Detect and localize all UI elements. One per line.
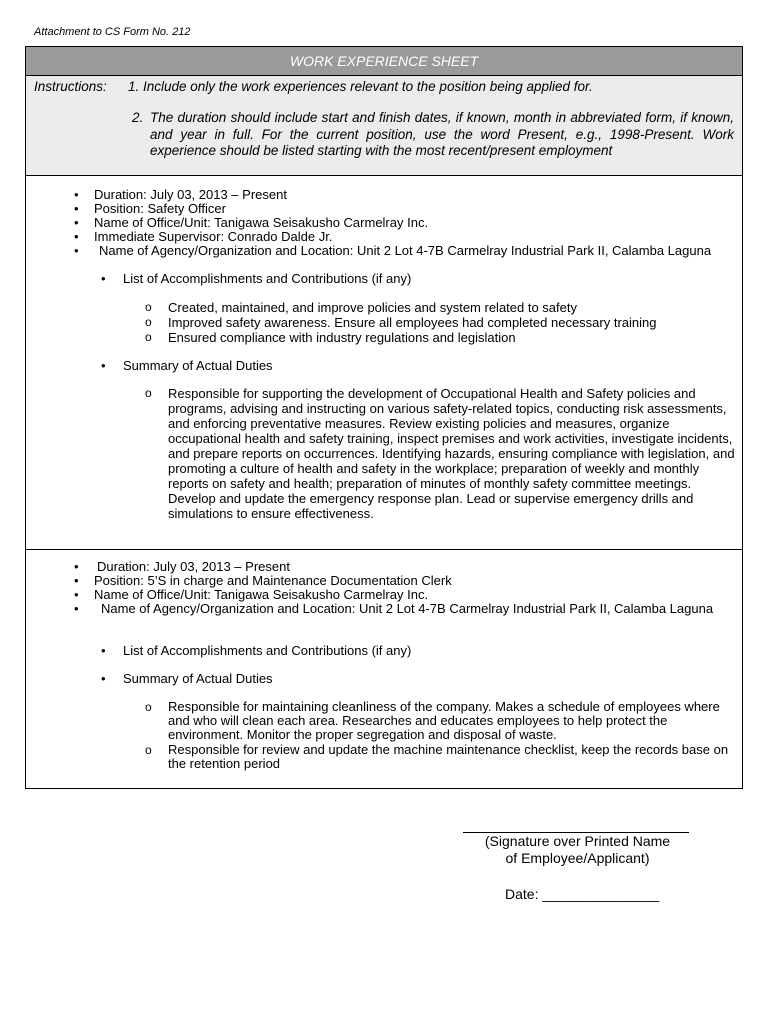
bullet-circle-icon: o: [145, 743, 152, 757]
accomplishment-text: Created, maintained, and improve policies and system related to safety: [168, 300, 577, 315]
duties-heading-text: Summary of Actual Duties: [123, 358, 273, 373]
bullet-circle-icon: o: [145, 700, 152, 714]
accomplishments-heading-text: List of Accomplishments and Contributions (if any): [123, 643, 412, 658]
bullet-disc-icon: •: [74, 601, 79, 616]
instructions-label: Instructions:: [34, 79, 107, 94]
bullet-disc-icon: •: [101, 271, 106, 286]
instructions-section: [26, 76, 742, 176]
accomplishments-heading-text: List of Accomplishments and Contributions (if any): [123, 271, 412, 286]
entry-duration: [74, 560, 736, 574]
duty-item: [145, 743, 735, 771]
entry-office-text: Name of Office/Unit: Tanigawa Seisakusho Carmelray Inc.: [94, 215, 429, 230]
entry-position: [74, 574, 736, 588]
entry-office-text: Name of Office/Unit: Tanigawa Seisakusho Carmelray Inc.: [94, 587, 429, 602]
bullet-disc-icon: •: [74, 187, 79, 202]
bullet-circle-icon: o: [145, 315, 152, 329]
accomplishment-item: [145, 300, 735, 315]
instruction-item-2: [132, 110, 734, 160]
signature-caption-line-1: (Signature over Printed Name: [484, 833, 671, 849]
entry-supervisor-text: Immediate Supervisor: Conrado Dalde Jr.: [94, 229, 333, 244]
duty-text: Responsible for maintaining cleanliness of the company. Makes a schedule of employees where and who will clean each area. Researches and educates employees to help protect the environment. Monitor the proper segregation and disposal of waste.: [168, 699, 720, 742]
bullet-disc-icon: •: [101, 358, 106, 373]
duty-item: [145, 700, 735, 742]
duty-text: Responsible for supporting the development of Occupational Health and Safety policies and programs, advising and instructing on various safety-related topics, conducting risk assessments, and enforcing preventative measures. Review existing policies and measures, organize occupational health and safety training, inspect premises and work activities, investigate incidents, and prepare reports on occurrences. Identifying hazards, ensuring compliance with legislation, and promoting a culture of health and safety in the workplace; preparation of weekly and monthly reports on safety and health; preparation of minutes of monthly safety committee meetings. Develop and update the emergency response plan. Lead or supervise emergency drills and simulations to ensure effectiveness.: [168, 386, 735, 521]
entry-position-text: Position: 5’S in charge and Maintenance Documentation Clerk: [94, 573, 452, 588]
duties-heading: [101, 672, 701, 686]
bullet-circle-icon: o: [145, 330, 152, 344]
entry-supervisor: [74, 230, 736, 244]
work-entry-2: [26, 550, 742, 790]
instruction-item-2-text: The duration should include start and finish dates, if known, month in abbreviated form, if known, and year in full. For the current position, use the word Present, e.g., 1998-Present. Work experience should be listed starting with the most recent/present employment: [150, 110, 734, 158]
entry-agency-text: Name of Agency/Organization and Location: Unit 2 Lot 4-7B Carmelray Industrial Park II, Calamba Laguna: [101, 601, 714, 616]
entry-position-text: Position: Safety Officer: [94, 201, 226, 216]
duty-text: Responsible for review and update the machine maintenance checklist, keep the records base on the retention period: [168, 742, 729, 771]
bullet-disc-icon: •: [74, 229, 79, 244]
bullet-disc-icon: •: [74, 573, 79, 588]
entry-duration-text: Duration: July 03, 2013 – Present: [94, 187, 287, 202]
accomplishment-item: [145, 330, 735, 345]
accomplishment-text: Improved safety awareness. Ensure all employees had completed necessary training: [168, 315, 657, 330]
accomplishments-heading: [101, 272, 701, 286]
bullet-disc-icon: •: [74, 201, 79, 216]
work-experience-sheet: [25, 46, 743, 789]
entry-duration-text: Duration: July 03, 2013 – Present: [97, 559, 290, 574]
duty-item: [145, 386, 735, 521]
entry-duration: [74, 188, 736, 202]
entry-agency-text: Name of Agency/Organization and Location: Unit 2 Lot 4-7B Carmelray Industrial Park II, Calamba Laguna: [99, 243, 712, 258]
accomplishments-heading: [101, 644, 701, 658]
bullet-circle-icon: o: [145, 300, 152, 314]
instruction-item-2-number: 2.: [132, 110, 144, 125]
entry-office: [74, 588, 736, 602]
bullet-disc-icon: •: [74, 559, 79, 574]
bullet-disc-icon: •: [101, 643, 106, 658]
duties-heading: [101, 359, 701, 373]
bullet-disc-icon: •: [74, 587, 79, 602]
entry-position: [74, 202, 736, 216]
instruction-item-1: 1. Include only the work experiences relevant to the position being applied for.: [128, 79, 593, 94]
entry-agency: [74, 602, 736, 616]
bullet-circle-icon: o: [145, 386, 152, 400]
bullet-disc-icon: •: [74, 243, 79, 258]
date-field: Date: _______________: [505, 886, 660, 902]
signature-caption: [470, 833, 685, 867]
duties-heading-text: Summary of Actual Duties: [123, 671, 273, 686]
signature-caption-line-2: of Employee/Applicant): [505, 850, 650, 866]
entry-office: [74, 216, 736, 230]
attachment-label: Attachment to CS Form No. 212: [34, 26, 191, 38]
accomplishment-text: Ensured compliance with industry regulations and legislation: [168, 330, 516, 345]
accomplishment-item: [145, 315, 735, 330]
sheet-title: WORK EXPERIENCE SHEET: [26, 47, 742, 76]
entry-agency: [74, 244, 736, 258]
bullet-disc-icon: •: [74, 215, 79, 230]
bullet-disc-icon: •: [101, 671, 106, 686]
work-entry-1: [26, 176, 742, 550]
